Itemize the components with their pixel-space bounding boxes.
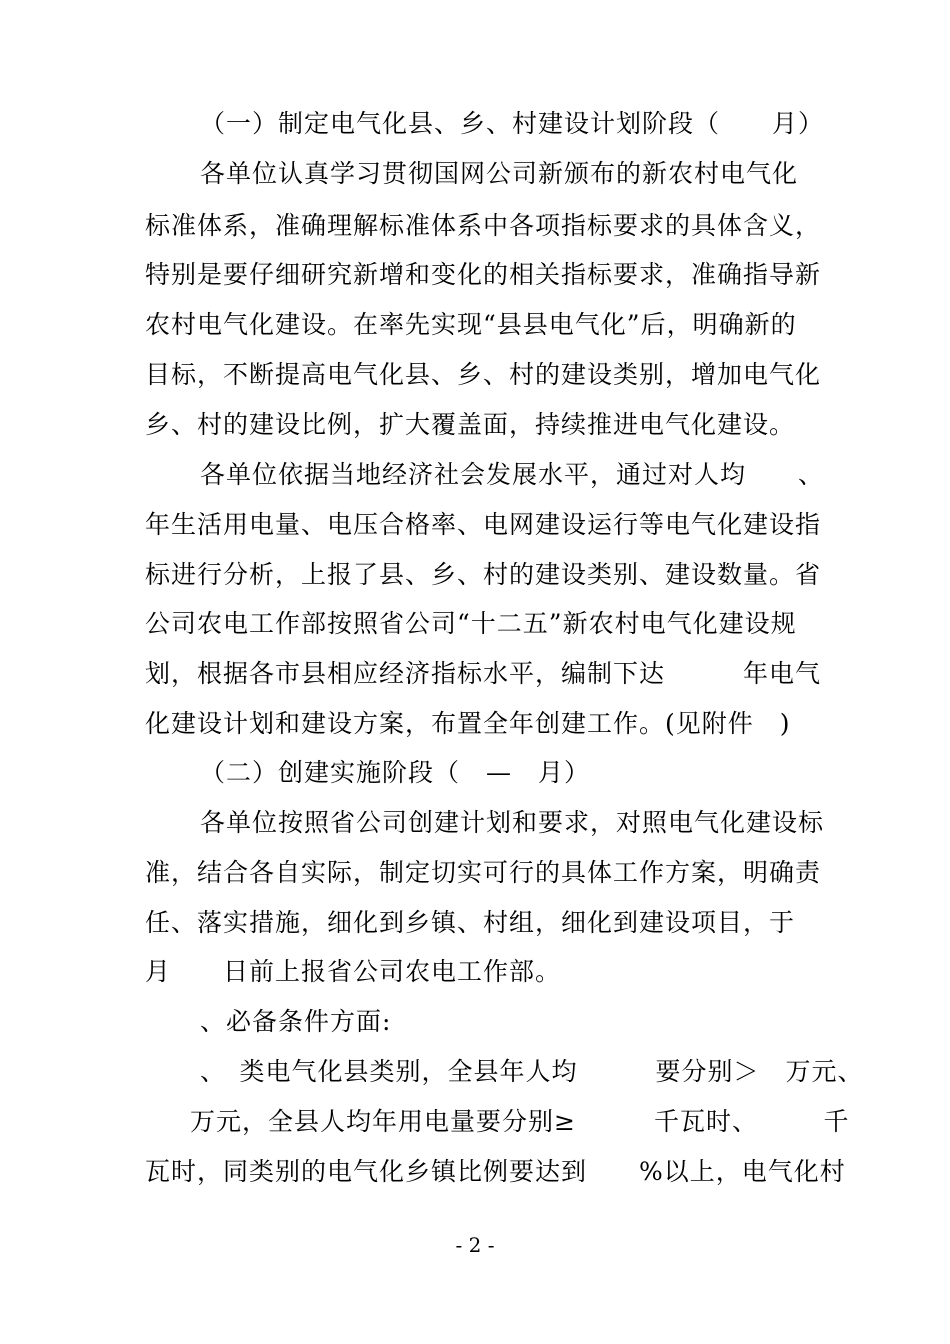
paragraph-line: 瓦时，同类别的电气化乡镇比例要达到 %以上，电气化村 (145, 1157, 846, 1186)
paragraph-line: 各单位按照省公司创建计划和要求，对照电气化建设标 (200, 808, 825, 837)
section-heading-1: （一）制定电气化县、乡、村建设计划阶段（ 月） (200, 109, 825, 138)
paragraph-line: 任、落实措施，细化到乡镇、村组，细化到建设项目，于 (145, 908, 796, 937)
subsection-heading: 、必备条件方面: (200, 1007, 392, 1036)
paragraph-line: 各单位依据当地经济社会发展水平，通过对人均 、 (200, 460, 825, 489)
paragraph-line: 目标，不断提高电气化县、乡、村的建设类别，增加电气化 (145, 360, 822, 389)
paragraph-line: 乡、村的建设比例，扩大覆盖面，持续推进电气化建设。 (145, 410, 796, 439)
paragraph-line: 化建设计划和建设方案，布置全年创建工作。(见附件 ) (145, 709, 791, 738)
page-number: - 2 - (455, 1233, 495, 1257)
paragraph-line: 标进行分析，上报了县、乡、村的建设类别、建设数量。省 (145, 560, 822, 589)
paragraph-line: 各单位认真学习贯彻国网公司新颁布的新农村电气化 (200, 159, 799, 188)
paragraph-line: 万元，全县人均年用电量要分别≥ 千瓦时、 千 (190, 1107, 850, 1136)
paragraph-line: 标准体系，准确理解标准体系中各项指标要求的具体含义， (145, 211, 822, 240)
paragraph-line: 公司农电工作部按照省公司“十二五”新农村电气化建设规 (145, 609, 797, 638)
paragraph-line: 月 日前上报省公司农电工作部。 (145, 957, 562, 986)
section-heading-2: （二）创建实施阶段（ — 月） (200, 758, 591, 787)
paragraph-line: 准，结合各自实际，制定切实可行的具体工作方案，明确责 (145, 858, 822, 887)
paragraph-line: 、 类电气化县类别，全县年人均 要分别＞ 万元、 (200, 1057, 864, 1086)
paragraph-line: 特别是要仔细研究新增和变化的相关指标要求，准确指导新 (145, 260, 822, 289)
paragraph-line: 划，根据各市县相应经济指标水平，编制下达 年电气 (145, 659, 822, 688)
paragraph-line: 农村电气化建设。在率先实现“县县电气化”后，明确新的 (145, 310, 797, 339)
paragraph-line: 年生活用电量、电压合格率、电网建设运行等电气化建设指 (145, 510, 822, 539)
